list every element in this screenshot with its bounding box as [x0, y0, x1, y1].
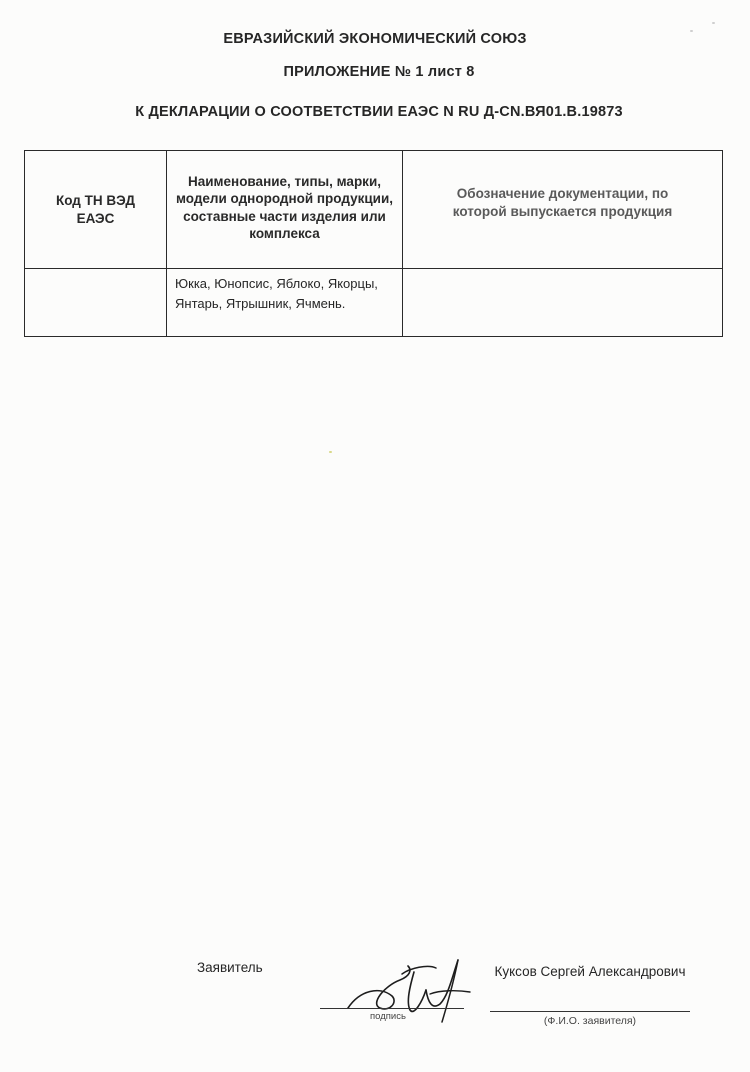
applicant-label: Заявитель — [197, 960, 263, 975]
signature-caption: подпись — [370, 1011, 406, 1022]
table-header-row — [25, 151, 723, 269]
applicant-name: Куксов Сергей Александрович — [494, 964, 686, 979]
signature-line — [320, 1008, 464, 1009]
scan-speck — [690, 30, 693, 32]
column-header-documentation — [403, 151, 723, 269]
cell-code — [25, 269, 167, 337]
column-header-code — [25, 151, 167, 269]
scan-speck — [329, 451, 332, 453]
column-header-code-label: Код ТН ВЭД ЕАЭС — [55, 193, 135, 226]
appendix-title: ПРИЛОЖЕНИЕ № 1 лист 8 — [283, 64, 475, 80]
cell-documentation — [403, 269, 723, 337]
organization-title: ЕВРАЗИЙСКИЙ ЭКОНОМИЧЕСКИЙ СОЮЗ — [223, 31, 527, 47]
scan-speck — [712, 22, 715, 24]
column-header-documentation-label: Обозначение документации, по которой выпускается продукция — [452, 186, 673, 219]
cell-products: Юкка, Юнопсис, Яблоко, Якорцы, Янтарь, Ятрышник, Ячмень. — [167, 269, 403, 337]
declaration-title: К ДЕКЛАРАЦИИ О СООТВЕТСТВИИ ЕАЭС N RU Д-CN.ВЯ01.В.19873 — [135, 104, 623, 120]
name-line — [490, 1011, 690, 1012]
column-header-products — [167, 151, 403, 269]
table-row — [25, 269, 723, 337]
column-header-products-label: Наименование, типы, марки, модели однородной продукции, составные части изделия или комплекса — [175, 173, 394, 241]
products-table — [24, 150, 723, 337]
signature-icon — [340, 950, 500, 1030]
name-caption: (Ф.И.О. заявителя) — [543, 1015, 637, 1027]
